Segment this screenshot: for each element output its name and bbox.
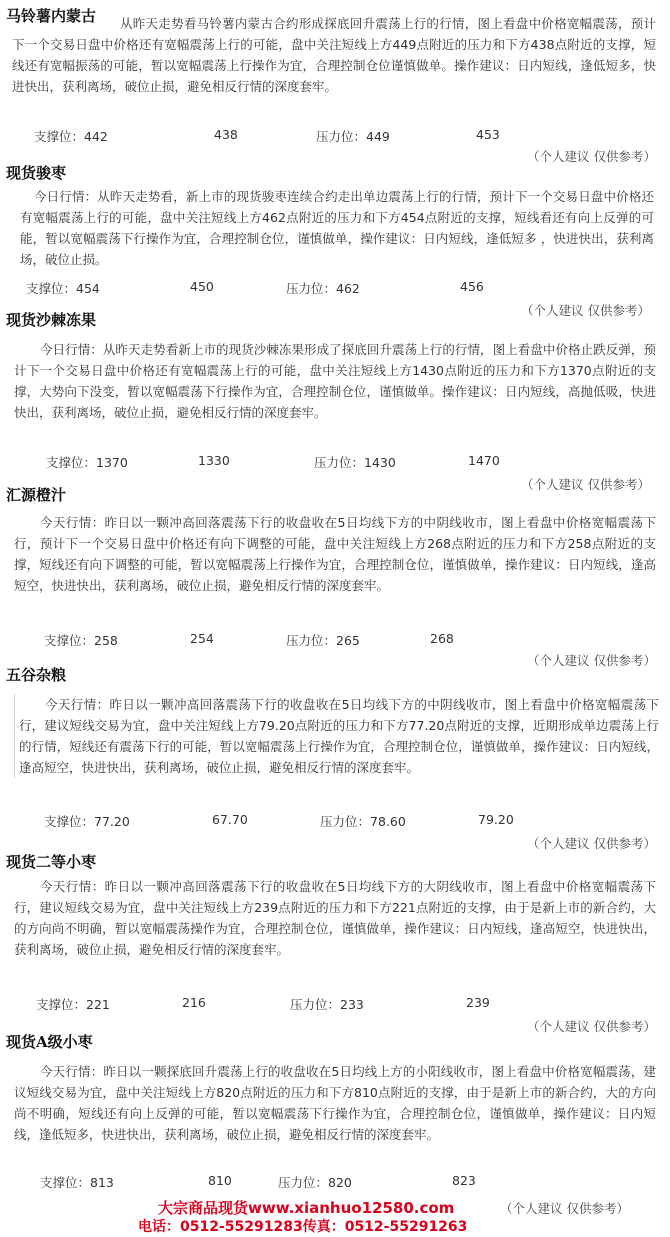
resistance-level-2: 239: [466, 995, 490, 1010]
support-level: 支撑位：221: [36, 997, 110, 1012]
section-body: 从昨天走势看马铃薯内蒙古合约形成探底回升震荡上行的行情，图上看盘中价格宽幅震荡，预计下一个交易日盘中价格还有宽幅震荡上行的可能，盘中关注短线上方449点附近的压力和下方438点附近的支撑，短线还有宽幅振荡的可能，暂以宽幅震荡上行操作为宜，合理控制仓位谨慎做单。操作建议：日内短线，逢低短多，快进快出，获利离场，破位止损，避免相反行情的深度套牢。: [12, 16, 656, 94]
section-title: 马铃薯内蒙古: [6, 7, 97, 25]
section-title: 现货A级小枣: [6, 1033, 93, 1051]
section-title: 现货骏枣: [6, 164, 67, 182]
support-level: 支撑位：813: [40, 1175, 114, 1190]
support-level-2: 216: [182, 995, 206, 1010]
resistance-level-2: 268: [430, 631, 454, 646]
disclaimer-note: （个人建议 仅供参考）: [521, 477, 650, 492]
resistance-level-2: 823: [452, 1173, 476, 1188]
support-level-2: 438: [214, 127, 238, 142]
support-level-2: 254: [190, 631, 214, 646]
resistance-level: 压力位：462: [286, 281, 360, 296]
section-title: 现货二等小枣: [6, 853, 97, 871]
resistance-level: 压力位：265: [286, 633, 360, 648]
disclaimer-note: （个人建议 仅供参考）: [500, 1201, 629, 1216]
resistance-level-2: 453: [476, 127, 500, 142]
disclaimer-note: （个人建议 仅供参考）: [521, 303, 650, 318]
resistance-level-2: 1470: [468, 453, 500, 468]
section-body: 今天行情：昨日以一颗冲高回落震荡下行的收盘收在5日均线下方的中阴线收市，图上看盘中价格宽幅震荡下行，建议短线交易为宜，盘中关注短线上方79.20点附近的压力和下方77.20点附近的支撑，近期形成单边震荡上行的行情，短线还有震荡下行的可能，暂以宽幅震荡上行操作为宜，合理控制仓位，谨慎做单，操作建议：日内短线，逢高短空，快进快出，获利离场，破位止损，避免相反行情的深度套牢。: [14, 694, 659, 778]
resistance-level-2: 79.20: [478, 812, 514, 827]
resistance-level: 压力位：449: [316, 129, 390, 144]
website-text: 大宗商品现货www.xianhuo12580.com: [158, 1199, 455, 1217]
section-body: 今日行情：从昨天走势看新上市的现货沙棘冻果形成了探底回升震荡上行的行情，图上看盘中价格止跌反弹，预计下一个交易日盘中价格还有宽幅震荡上行的可能，盘中关注短线上方1430点附近的压力和下方1370点附近的支撑，大势向下没变，暂以宽幅震荡下行操作为宜，合理控制仓位，谨慎做单。操作建议：日内短线，高抛低吸，快进快出，获利离场，破位止损，避免相反行情的深度套牢。: [14, 342, 656, 420]
section-title: 汇源橙汁: [6, 486, 67, 504]
section-title: 现货沙棘冻果: [6, 311, 97, 329]
section-body: 今天行情：昨日以一颗冲高回落震荡下行的收盘收在5日均线下方的大阴线收市，图上看盘中价格宽幅震荡下行，建议短线交易为宜，盘中关注短线上方239点附近的压力和下方221点附近的支撑，由于是新上市的新合约，大的方向尚不明确，暂以宽幅震荡操作为宜，合理控制仓位，谨慎做单，操作建议：日内短线，逢高短空，快进快出，获利离场，破位止损，避免相反行情的深度套牢。: [14, 879, 656, 957]
support-level: 支撑位：77.20: [44, 814, 130, 829]
support-level-2: 450: [190, 279, 214, 294]
support-level: 支撑位：258: [44, 633, 118, 648]
disclaimer-note: （个人建议 仅供参考）: [527, 836, 656, 851]
section-body: 今日行情：从昨天走势看，新上市的现货骏枣连续合约走出单边震荡上行的行情，预计下一个交易日盘中价格还有宽幅震荡上行的可能，盘中关注短线上方462点附近的压力和下方454点附近的支撑，短线看还有向上反弹的可能，暂以宽幅震荡下行操作为宜，合理控制仓位，谨慎做单，操作建议：日内短线，逢低短多 ，快进快出，获利离场，破位止损。: [20, 189, 654, 267]
phone-fax-text: 电话：0512-55291283传真：0512-55291263: [138, 1219, 468, 1235]
section-body: 今天行情：昨日以一颗探底回升震荡上行的收盘收在5日均线上方的小阳线收市，图上看盘中价格宽幅震荡，建议短线交易为宜，盘中关注短线上方820点附近的压力和下方810点附近的支撑，由于是新上市的新合约，大的方向尚不明确，短线还有向上反弹的可能，暂以宽幅震荡下行操作为宜，合理控制仓位，谨慎做单，操作建议：日内短线，逢低短多，快进快出，获利离场，破位止损，避免相反行情的深度套牢。: [14, 1064, 656, 1142]
resistance-level: 压力位：1430: [314, 455, 396, 470]
resistance-level-2: 456: [460, 279, 484, 294]
support-level: 支撑位：454: [26, 281, 100, 296]
resistance-level: 压力位：78.60: [320, 814, 406, 829]
support-level: 支撑位：1370: [46, 455, 128, 470]
resistance-level: 压力位：820: [278, 1175, 352, 1190]
support-level-2: 810: [208, 1173, 232, 1188]
section-title: 五谷杂粮: [6, 666, 67, 684]
section-body: 今天行情：昨日以一颗冲高回落震荡下行的收盘收在5日均线下方的中阴线收市，图上看盘中价格宽幅震荡下行，预计下一个交易日盘中价格还有向下调整的可能，盘中关注短线上方268点附近的压力和下方258点附近的支撑，短线还有向下调整的可能，暂以宽幅震荡上行操作为宜，合理控制仓位，谨慎做单，操作建议：日内短线，逢高短空，快进快出，获利离场，破位止损，避免相反行情的深度套牢。: [14, 515, 656, 593]
resistance-level: 压力位：233: [290, 997, 364, 1012]
support-level-2: 1330: [198, 453, 230, 468]
disclaimer-note: （个人建议 仅供参考）: [527, 1019, 656, 1034]
support-level: 支撑位：442: [34, 129, 108, 144]
contact-footer: [0, 1195, 670, 1237]
disclaimer-note: （个人建议 仅供参考）: [527, 653, 656, 668]
disclaimer-note: （个人建议 仅供参考）: [527, 149, 656, 164]
support-level-2: 67.70: [212, 812, 248, 827]
